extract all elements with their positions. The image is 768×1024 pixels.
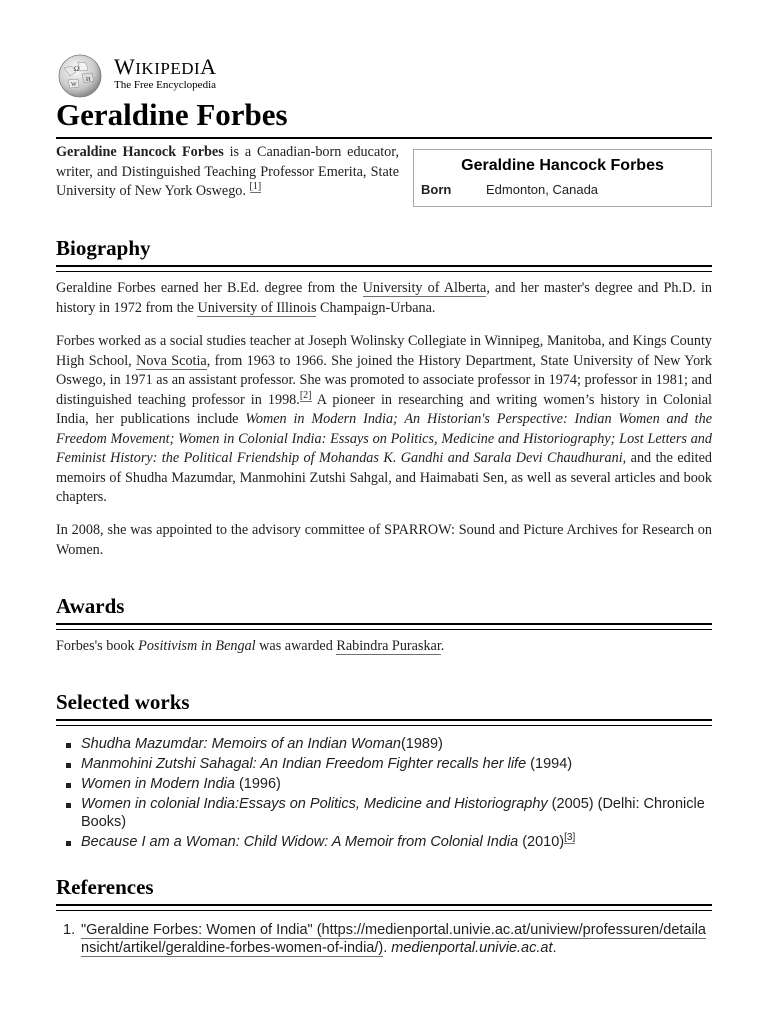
reference-number: 1. <box>63 922 76 938</box>
section-heading-biography: Biography <box>56 234 712 267</box>
infobox <box>413 149 712 207</box>
wikipedia-wordmark[interactable]: WIKIPEDIA <box>114 54 217 79</box>
site-tagline: The Free Encyclopedia <box>114 79 217 91</box>
publications-list: Women in Modern India; An Historian's Perspective: Indian Women and the Freedom Movement; Women in Colonial India: Essays on Politics, Medicine and Historiography; Lost Letters and Feminist History: the Political Friendship of Mohandas K. Gandhi and Sarala Devi Chaudhurani <box>56 411 712 466</box>
link-university-of-alberta[interactable]: University of Alberta <box>362 280 487 296</box>
biography-paragraph-2: Forbes worked as a social studies teacher at Joseph Wolinsky Collegiate in Winnipeg, Manitoba, and Kings County High School, Nova Scotia, from 1963 to 1966. She joined the History Department, State University of New York Oswego, in 1971 as an assistant professor. She was promoted to associate professor in 1974; professor in 1981; and distinguished teaching professor in 1998.[2] A pioneer in researching and writing women’s history in Colonial India, her publications include Women in Modern India; An Historian's Perspective: Indian Women and the Freedom Movement; Women in Colonial India: Essays on Politics, Medicine and Historiography; Lost Letters and Feminist History: the Political Friendship of Mohandas K. Gandhi and Sarala Devi Chaudhurani, and the edited memoirs of Shudha Mazumdar, Manmohini Zutshi Sahgal, and Haimabati Sen, as well as several articles and book chapters. <box>56 333 712 505</box>
reference-title-link[interactable]: "Geraldine Forbes: Women of India" <box>81 922 313 938</box>
link-rabindra-puraskar[interactable]: Rabindra Puraskar <box>336 638 441 654</box>
infobox-born-label: Born <box>421 182 452 197</box>
page-title: Geraldine Forbes <box>56 97 712 139</box>
link-university-of-illinois[interactable]: University of Illinois <box>197 299 317 316</box>
article-page <box>56 0 712 956</box>
section-heading-awards: Awards <box>56 592 712 625</box>
list-item: Because I am a Woman: Child Widow: A Memoir from Colonial India (2010)[3] <box>56 833 712 851</box>
list-item: Women in Modern India (1996) <box>56 775 712 793</box>
list-item: Shudha Mazumdar: Memoirs of an Indian Woman(1989) <box>56 735 712 753</box>
reference-url[interactable]: (https://medienportal.univie.ac.at/uniview/professuren/detailansicht/artikel/geraldine-forbes-women-of-india/) <box>81 922 706 956</box>
intro-bold-name: Geraldine Hancock Forbes <box>56 144 224 160</box>
reference-item: 1. "Geraldine Forbes: Women of India" (https://medienportal.univie.ac.at/uniview/professuren/detailansicht/artikel/geraldine-forbes-women-of-india/). medienportal.univie.ac.at. <box>63 922 706 956</box>
references-list <box>56 921 712 957</box>
list-item: Women in colonial India:Essays on Politics, Medicine and Historiography (2005) (Delhi: Chronicle Books) <box>56 795 712 831</box>
selected-works-list <box>56 735 712 853</box>
citation-1[interactable]: [1] <box>249 181 262 193</box>
link-nova-scotia[interactable]: Nova Scotia <box>136 352 207 369</box>
infobox-title: Geraldine Hancock Forbes <box>461 157 664 174</box>
wikipedia-globe-logo[interactable] <box>56 54 104 98</box>
site-header <box>56 0 712 96</box>
citation-2[interactable]: [2] <box>299 389 312 401</box>
biography-paragraph-1: Geraldine Forbes earned her B.Ed. degree from the University of Alberta, and her master's degree and Ph.D. in history in 1972 from the University of Illinois Champaign-Urbana. <box>56 280 712 316</box>
section-heading-selected-works: Selected works <box>56 688 712 721</box>
biography-paragraph-3: In 2008, she was appointed to the advisory committee of SPARROW: Sound and Picture Archives for Research on Women. <box>56 522 712 558</box>
svg-text:W: W <box>71 82 77 88</box>
intro-paragraph: Geraldine Hancock Forbes is a Canadian-born educator, writer, and Distinguished Teaching Professor Emerita, State University of New York Oswego. [1] <box>56 144 399 199</box>
svg-text:Ω: Ω <box>74 65 80 73</box>
list-item: Manmohini Zutshi Sahagal: An Indian Freedom Fighter recalls her life (1994) <box>56 755 712 773</box>
section-heading-references: References <box>56 873 712 906</box>
svg-text:И: И <box>86 77 91 83</box>
awards-paragraph: Forbes's book Positivism in Bengal was awarded Rabindra Puraskar. <box>56 638 445 654</box>
reference-site: medienportal.univie.ac.at <box>391 940 553 956</box>
infobox-born-value: Edmonton, Canada <box>486 182 599 197</box>
citation-3[interactable]: [3] <box>564 832 576 844</box>
